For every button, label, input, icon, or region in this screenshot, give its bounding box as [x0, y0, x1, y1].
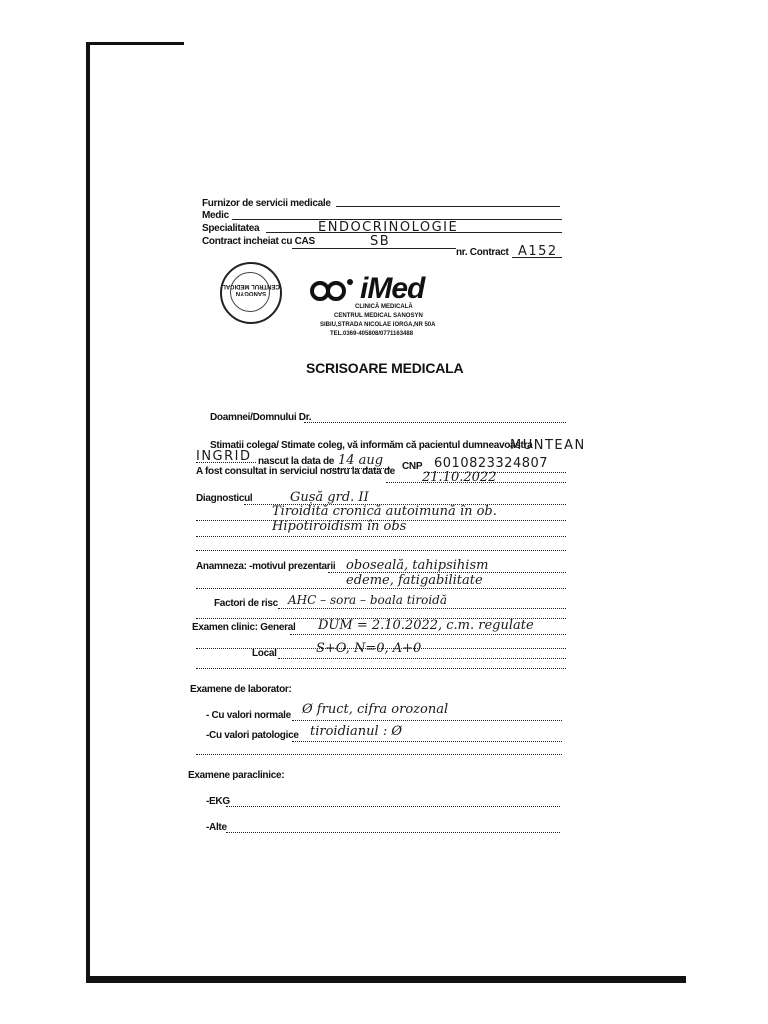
patient-surname: MUNTEAN [510, 438, 586, 453]
born-value: 14 aug [338, 453, 384, 468]
medic-label: Medic [202, 210, 229, 221]
logo-brand: iMed [360, 272, 425, 305]
lab-normal-value: Ø fruct, cifra orozonal [302, 702, 449, 717]
nr-contract-value: A152 [518, 244, 558, 259]
lab-patho-label: -Cu valori patologice [206, 730, 299, 741]
logo-line4: TEL.0369-405808/0771163488 [330, 331, 414, 337]
clinic-stamp [220, 262, 282, 324]
scan-border-bottom [86, 976, 686, 983]
consult-label: A fost consultat in serviciul nostru la data de [196, 466, 395, 477]
nr-contract-label: nr. Contract [456, 247, 509, 258]
alte-label: -Alte [206, 822, 227, 833]
scan-border-left [86, 42, 90, 982]
lab-patho-value: tiroidianul : Ø [310, 724, 403, 739]
risk-value: AHC – sora – boala tiroidă [288, 593, 448, 607]
diagnosis-value3: Hipotiroidism în obs [272, 519, 407, 534]
risk-label: Factori de risc [214, 598, 278, 609]
ekg-label: -EKG [206, 796, 230, 807]
ekg-line [226, 806, 560, 807]
patient-name-line [196, 462, 256, 463]
stamp-text: SANOGYN CENTRUL MEDICAL [222, 283, 280, 296]
imed-logo-icon [310, 274, 360, 304]
diagnosis-label: Diagnosticul [196, 493, 253, 504]
lab-patho-line [292, 741, 562, 742]
consult-value: 21.10.2022 [422, 470, 497, 485]
risk-line [278, 608, 566, 609]
anamneza-label: Anamneza: -motivul prezentarii [196, 561, 336, 572]
diagnosis-line3 [196, 536, 566, 537]
lab-line3 [196, 754, 562, 755]
clinic-local-value: S+O, N=0, A+0 [316, 641, 422, 656]
clinic-local-line [278, 658, 566, 659]
lab-normal-label: - Cu valori normale [206, 710, 291, 721]
furnizor-line [336, 206, 560, 207]
alte-line [226, 832, 560, 833]
born-label: nascut la data de [258, 456, 335, 467]
anamneza-value1: oboseală, tahipsihism [346, 558, 489, 573]
greeting-text: Stimatii colega/ Stimate coleg, vă informăm că pacientul dumneavoastra [210, 440, 533, 451]
addressee-label: Doamnei/Domnului Dr. [210, 412, 312, 423]
clinic-general-line [290, 634, 566, 635]
document-title: SCRISOARE MEDICALA [306, 360, 464, 376]
contract-cas-value: SB [370, 234, 391, 249]
logo-line2: CENTRUL MEDICAL SANOSYN [334, 313, 423, 319]
specialitatea-value: ENDOCRINOLOGIE [318, 220, 459, 235]
addressee-line [304, 422, 566, 423]
patient-name: INGRID [196, 449, 252, 464]
scan-border-top [88, 42, 184, 45]
contract-label: Contract incheiat cu CAS [202, 236, 315, 247]
anamneza-line2 [196, 588, 566, 589]
lab-label: Examene de laborator: [190, 684, 292, 695]
clinic-general-value: DUM = 2.10.2022, c.m. regulate [318, 618, 534, 633]
furnizor-label: Furnizor de servicii medicale [202, 198, 331, 209]
logo-line1: CLINICĂ MEDICALĂ [355, 304, 413, 310]
clinic-local-line2 [196, 668, 566, 669]
cnp-label: CNP [402, 461, 423, 472]
diagnosis-line4 [196, 550, 566, 551]
clinic-local-label: Local [252, 648, 277, 659]
logo-line3: SIBIU,STRADA NICOLAE IORGA,NR 50A [320, 322, 436, 328]
paraclinic-label: Examene paraclinice: [188, 770, 285, 781]
cnp-value: 6010823324807 [434, 456, 549, 471]
diagnosis-value2: Tiroidită cronică autoimună în ob. [272, 504, 497, 519]
anamneza-value2: edeme, fatigabilitate [346, 573, 483, 588]
diagnosis-value1: Guṣă grd. II [290, 490, 369, 505]
lab-normal-line [292, 720, 562, 721]
specialitatea-label: Specialitatea [202, 223, 260, 234]
clinic-general-label: Examen clinic: General [192, 622, 296, 633]
